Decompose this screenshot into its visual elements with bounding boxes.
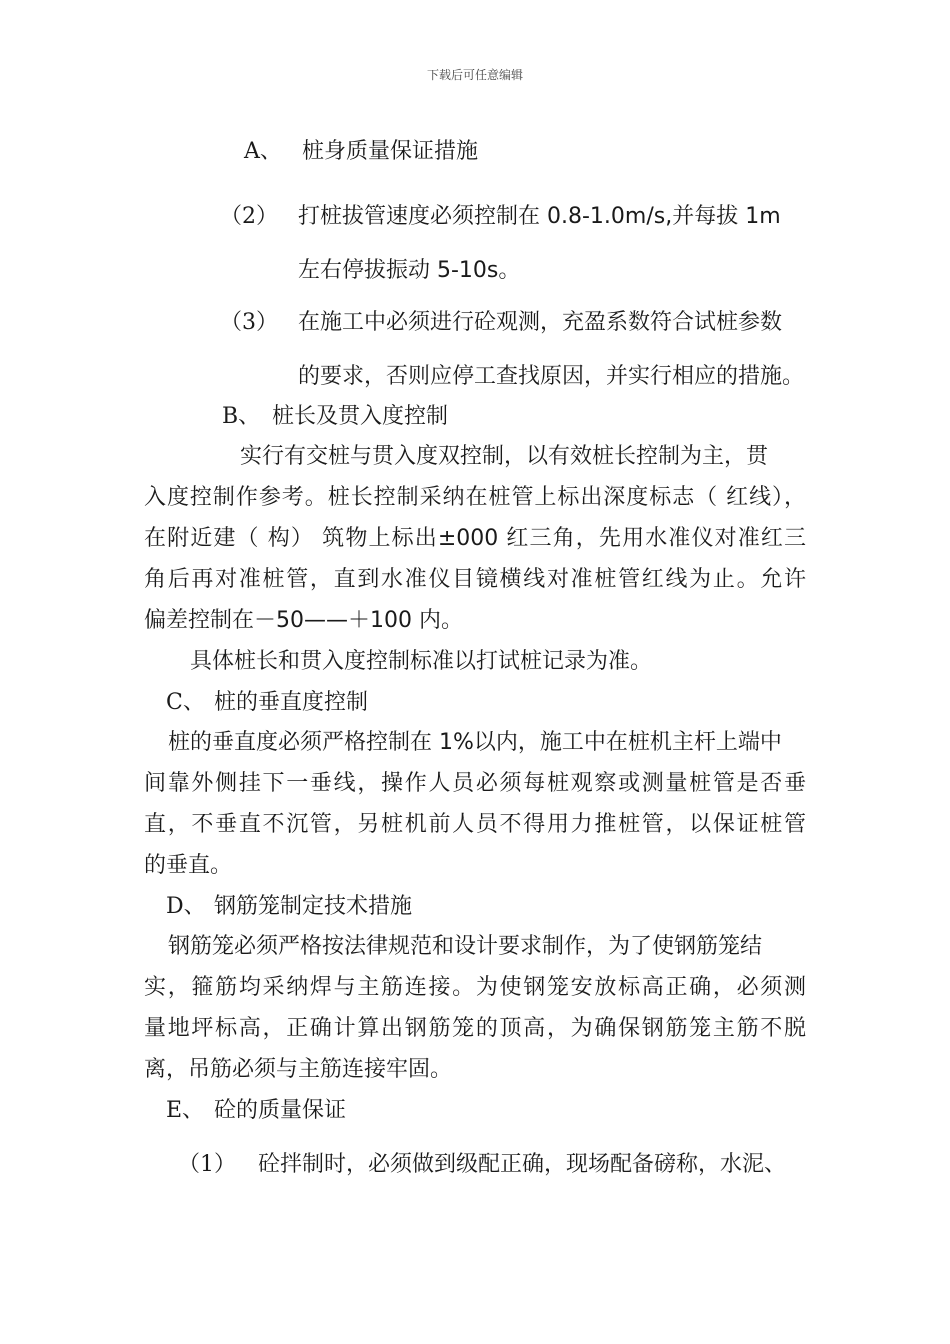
para-b2: 具体桩长和贯入度控制标准以打试桩记录为准。 (190, 649, 653, 674)
section-c-marker: C、 (166, 690, 205, 715)
section-d-title: 钢筋笼制定技术措施 (214, 894, 413, 919)
para-c-line: 桩的垂直度必须严格控制在 1%以内，施工中在桩机主杆上端中 (168, 730, 782, 755)
section-e-title: 砼的质量保证 (214, 1098, 347, 1123)
section-c-title: 桩的垂直度控制 (214, 690, 369, 715)
item-a2-line2: 左右停拔振动 5-10s。 (298, 258, 521, 283)
section-e-marker: E、 (166, 1098, 205, 1123)
item-a2-line1: 打桩拔管速度必须控制在 0.8-1.0m/s,并每拔 1m (298, 204, 781, 229)
para-b-line: 实行有交桩与贯入度双控制，以有效桩长控制为主，贯 (240, 444, 769, 469)
para-b-line: 入度控制作参考。桩长控制采纳在桩管上标出深度标志（ 红线）， (144, 485, 806, 510)
para-d-line: 离，吊筋必须与主筋连接牢固。 (144, 1057, 453, 1082)
para-b-line: 角后再对准桩管，直到水准仪目镜横线对准桩管红线为止。允许 (144, 567, 806, 592)
section-b-marker: B、 (222, 404, 261, 429)
section-a-marker: A、 (244, 139, 282, 164)
item-a3-line2: 的要求，否则应停工查找原因，并实行相应的措施。 (298, 364, 805, 389)
para-d-line: 钢筋笼必须严格按法律规范和设计要求制作，为了使钢筋笼结 (168, 934, 763, 959)
item-a2-marker: （2） (220, 204, 278, 229)
para-d-line: 实，箍筋均采纳焊与主筋连接。为使钢笼安放标高正确，必须测 (144, 975, 806, 1000)
section-b-title: 桩长及贯入度控制 (272, 404, 449, 429)
para-c-line: 直，不垂直不沉管，另桩机前人员不得用力推桩管，以保证桩管 (144, 812, 806, 837)
item-a3-line1: 在施工中必须进行砼观测，充盈系数符合试桩参数 (298, 310, 783, 335)
section-a-title: 桩身质量保证措施 (302, 139, 479, 164)
page-header: 下载后可任意编辑 (426, 68, 523, 82)
para-d-line: 量地坪标高，正确计算出钢筋笼的顶高，为确保钢筋笼主筋不脱 (144, 1016, 806, 1041)
para-c-line: 间靠外侧挂下一垂线，操作人员必须每桩观察或测量桩管是否垂 (144, 771, 806, 796)
para-b-line: 偏差控制在－50——＋100 内。 (144, 608, 463, 633)
section-d-marker: D、 (166, 894, 206, 919)
para-c-line: 的垂直。 (144, 853, 233, 878)
item-e1-text: 砼拌制时，必须做到级配正确，现场配备磅称，水泥、 (258, 1152, 787, 1177)
item-e1-marker: （1） (178, 1152, 236, 1177)
item-a3-marker: （3） (220, 310, 278, 335)
para-b-line: 在附近建（ 构） 筑物上标出±000 红三角，先用水准仪对准红三 (144, 526, 806, 551)
